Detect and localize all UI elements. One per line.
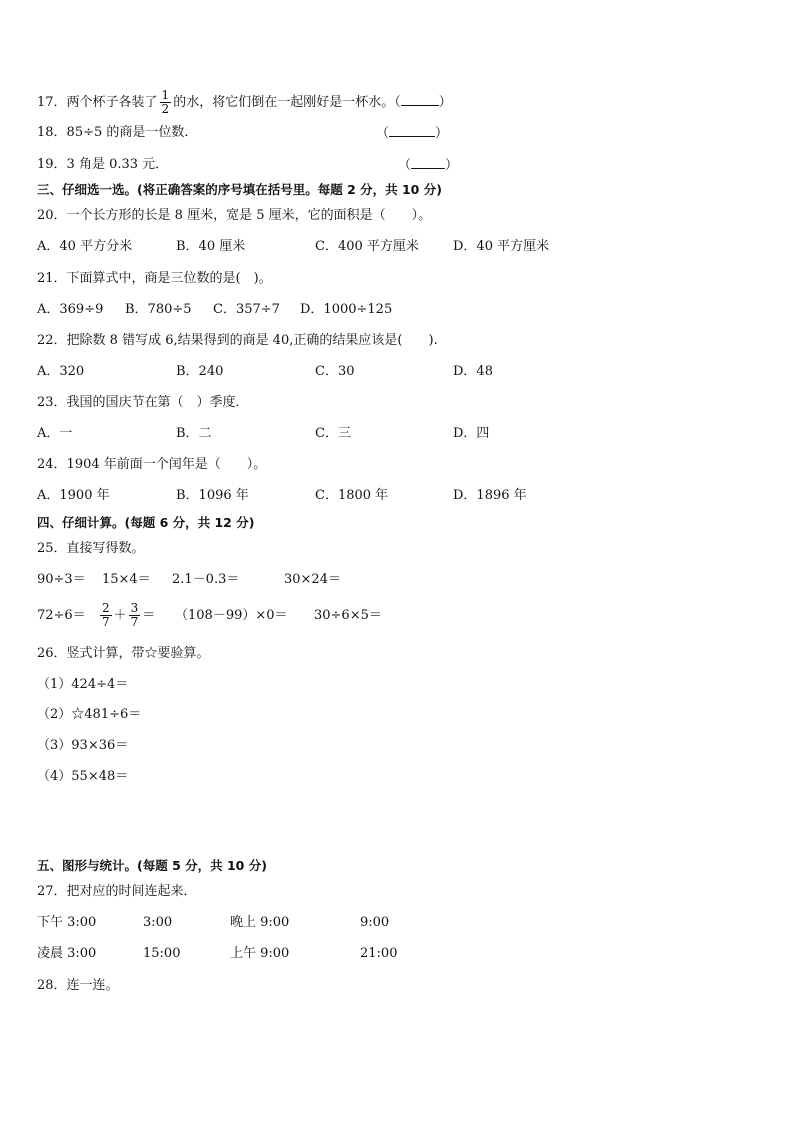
q22-option-c[interactable]: C．30 bbox=[315, 364, 355, 379]
q17-text: 17．两个杯子各装了 bbox=[37, 95, 158, 110]
q25-item-8: 30÷6×5＝ bbox=[314, 608, 382, 623]
answer-blank[interactable] bbox=[411, 156, 445, 169]
equals-sign: ＝ bbox=[142, 608, 156, 623]
q27-right-time-2[interactable]: 上午 9:00 bbox=[230, 946, 290, 961]
q27-right-time-1[interactable]: 晚上 9:00 bbox=[230, 915, 290, 930]
q24-option-a[interactable]: A．1900 年 bbox=[37, 488, 110, 503]
q18-text: 18．85÷5 的商是一位数． bbox=[37, 125, 198, 140]
q18-answer bbox=[376, 124, 448, 143]
q27-right-24h-1[interactable]: 9:00 bbox=[360, 915, 390, 930]
q25-item-1: 90÷3＝ bbox=[37, 572, 86, 587]
q17-text-2: 的水，将它们倒在一起刚好是一杯水。（ bbox=[173, 95, 401, 110]
question-26: 26．竖式计算，带☆要验算。 bbox=[37, 646, 210, 661]
q22-option-a[interactable]: A．320 bbox=[37, 364, 85, 379]
fraction-one-half bbox=[160, 89, 172, 116]
question-17 bbox=[37, 89, 452, 116]
fraction-denominator: 7 bbox=[102, 615, 110, 629]
q23-option-d[interactable]: D．四 bbox=[453, 426, 490, 441]
plus-sign: ＋ bbox=[113, 608, 127, 623]
answer-blank[interactable] bbox=[389, 124, 435, 137]
question-18 bbox=[37, 124, 197, 142]
paren-open: （ bbox=[398, 158, 412, 173]
q25-item-7: （108－99）×0＝ bbox=[175, 608, 288, 623]
q25-item-2: 15×4＝ bbox=[102, 572, 151, 587]
question-22: 22．把除数 8 错写成 6,结果得到的商是 40,正确的结果应该是( ). bbox=[37, 333, 438, 348]
q22-option-d[interactable]: D．48 bbox=[453, 364, 493, 379]
q20-option-a[interactable]: A．40 平方分米 bbox=[37, 239, 133, 254]
q26-item-3: （3）93×36＝ bbox=[37, 738, 129, 753]
q19-text: 19．3 角是 0.33 元． bbox=[37, 157, 169, 172]
q19-answer bbox=[398, 156, 458, 175]
q23-option-b[interactable]: B．二 bbox=[176, 426, 212, 441]
fraction-two-sevenths bbox=[100, 602, 112, 629]
q25-item-5: 72÷6＝ bbox=[37, 608, 86, 623]
question-25: 25．直接写得数。 bbox=[37, 541, 145, 556]
q27-left-24h-2[interactable]: 15:00 bbox=[143, 946, 181, 961]
q21-option-c[interactable]: C．357÷7 bbox=[213, 302, 280, 317]
q21-option-a[interactable]: A．369÷9 bbox=[37, 302, 104, 317]
q22-option-b[interactable]: B．240 bbox=[176, 364, 224, 379]
q24-option-c[interactable]: C．1800 年 bbox=[315, 488, 389, 503]
q27-right-24h-2[interactable]: 21:00 bbox=[360, 946, 398, 961]
q21-option-b[interactable]: B．780÷5 bbox=[125, 302, 192, 317]
q20-option-b[interactable]: B．40 厘米 bbox=[176, 239, 246, 254]
q21-option-d[interactable]: D．1000÷125 bbox=[300, 302, 393, 317]
q20-option-c[interactable]: C．400 平方厘米 bbox=[315, 239, 419, 254]
q25-item-3: 2.1－0.3＝ bbox=[172, 572, 240, 587]
fraction-denominator: 7 bbox=[130, 615, 139, 629]
paren-close: ） bbox=[445, 158, 459, 173]
q26-item-4: （4）55×48＝ bbox=[37, 769, 129, 784]
question-20: 20．一个长方形的长是 8 厘米，宽是 5 厘米，它的面积是（ ）。 bbox=[37, 208, 432, 223]
fraction-numerator: 1 bbox=[161, 88, 170, 102]
paren-close: ） bbox=[435, 126, 449, 141]
q25-item-6 bbox=[98, 597, 155, 635]
fraction-numerator: 3 bbox=[130, 601, 139, 615]
q20-option-d[interactable]: D．40 平方厘米 bbox=[453, 239, 550, 254]
q26-item-2: （2）☆481÷6＝ bbox=[37, 707, 142, 722]
q26-item-1: （1）424÷4＝ bbox=[37, 677, 129, 692]
q24-option-d[interactable]: D．1896 年 bbox=[453, 488, 527, 503]
fraction-numerator: 2 bbox=[102, 601, 110, 615]
fraction-denominator: 2 bbox=[161, 102, 170, 116]
q27-left-time-2[interactable]: 凌晨 3:00 bbox=[37, 946, 97, 961]
fraction-three-sevenths bbox=[129, 602, 141, 629]
question-28: 28．连一连。 bbox=[37, 978, 119, 993]
section-5-heading: 五、图形与统计。(每题 5 分，共 10 分) bbox=[37, 858, 267, 873]
q23-option-c[interactable]: C．三 bbox=[315, 426, 351, 441]
answer-blank[interactable] bbox=[401, 93, 439, 106]
q24-option-b[interactable]: B．1096 年 bbox=[176, 488, 249, 503]
section-3-heading: 三、仔细选一选。(将正确答案的序号填在括号里。每题 2 分，共 10 分) bbox=[37, 182, 442, 197]
question-21: 21．下面算式中，商是三位数的是( )。 bbox=[37, 271, 272, 286]
q27-left-24h-1[interactable]: 3:00 bbox=[143, 915, 173, 930]
question-23: 23．我国的国庆节在第（ ）季度． bbox=[37, 395, 249, 410]
q25-item-4: 30×24＝ bbox=[284, 572, 341, 587]
q27-left-time-1[interactable]: 下午 3:00 bbox=[37, 915, 97, 930]
paren-open: （ bbox=[376, 126, 390, 141]
question-27: 27．把对应的时间连起来． bbox=[37, 884, 197, 899]
q17-paren-close: ） bbox=[438, 95, 452, 110]
question-19 bbox=[37, 156, 168, 174]
question-24: 24．1904 年前面一个闰年是（ ）。 bbox=[37, 457, 267, 472]
q23-option-a[interactable]: A．一 bbox=[37, 426, 73, 441]
section-4-heading: 四、仔细计算。(每题 6 分，共 12 分) bbox=[37, 515, 255, 530]
